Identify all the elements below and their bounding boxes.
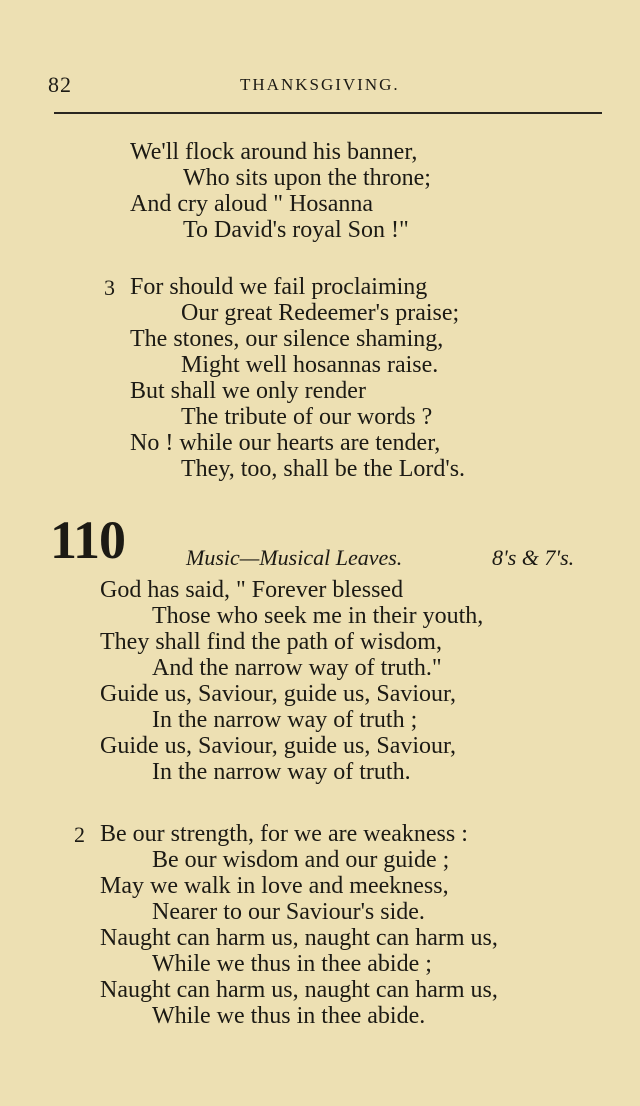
hymn-number: 110	[50, 510, 126, 570]
verse-line: And cry aloud " Hosanna	[130, 191, 374, 217]
verse-line: But shall we only render	[130, 378, 366, 404]
page-number: 82	[48, 72, 72, 97]
running-head: THANKSGIVING.	[240, 75, 400, 94]
verse-line: The tribute of our words ?	[181, 404, 433, 430]
verse-line: For should we fail proclaiming	[130, 274, 428, 300]
verse-line: Naught can harm us, naught can harm us,	[100, 977, 498, 1003]
tune-name: Music—Musical Leaves.	[186, 545, 403, 570]
verse-line: They shall find the path of wisdom,	[100, 629, 442, 655]
meter: 8's & 7's.	[492, 545, 575, 570]
verse-line: And the narrow way of truth."	[152, 655, 442, 681]
verse-line: They, too, shall be the Lord's.	[181, 456, 466, 482]
stanza-number: 3	[104, 275, 115, 300]
verse-line: Be our wisdom and our guide ;	[152, 847, 450, 873]
verse-line: Who sits upon the throne;	[183, 165, 431, 191]
verse-line: Guide us, Saviour, guide us, Saviour,	[100, 681, 457, 707]
verse-line: Might well hosannas raise.	[181, 352, 439, 378]
verse-line: While we thus in thee abide ;	[152, 951, 432, 977]
verse-line: The stones, our silence shaming,	[130, 326, 444, 352]
verse-line: While we thus in thee abide.	[152, 1003, 426, 1029]
verse-line: To David's royal Son !"	[183, 217, 409, 243]
verse-line: We'll flock around his banner,	[130, 139, 418, 165]
verse-line: Nearer to our Saviour's side.	[152, 899, 425, 925]
verse-line: In the narrow way of truth ;	[152, 707, 418, 733]
verse-line: Those who seek me in their youth,	[152, 603, 484, 629]
stanza-number: 2	[74, 822, 85, 847]
verse-line: Be our strength, for we are weakness :	[100, 821, 468, 847]
header-rule	[54, 112, 602, 114]
page-header	[0, 72, 640, 102]
verse-line: May we walk in love and meekness,	[100, 873, 449, 899]
verse-line: Guide us, Saviour, guide us, Saviour,	[100, 733, 457, 759]
verse-line: Our great Redeemer's praise;	[181, 300, 460, 326]
verse-line: God has said, " Forever blessed	[100, 577, 404, 603]
verse-line: In the narrow way of truth.	[152, 759, 411, 785]
verse-line: No ! while our hearts are tender,	[130, 430, 441, 456]
verse-line: Naught can harm us, naught can harm us,	[100, 925, 498, 951]
